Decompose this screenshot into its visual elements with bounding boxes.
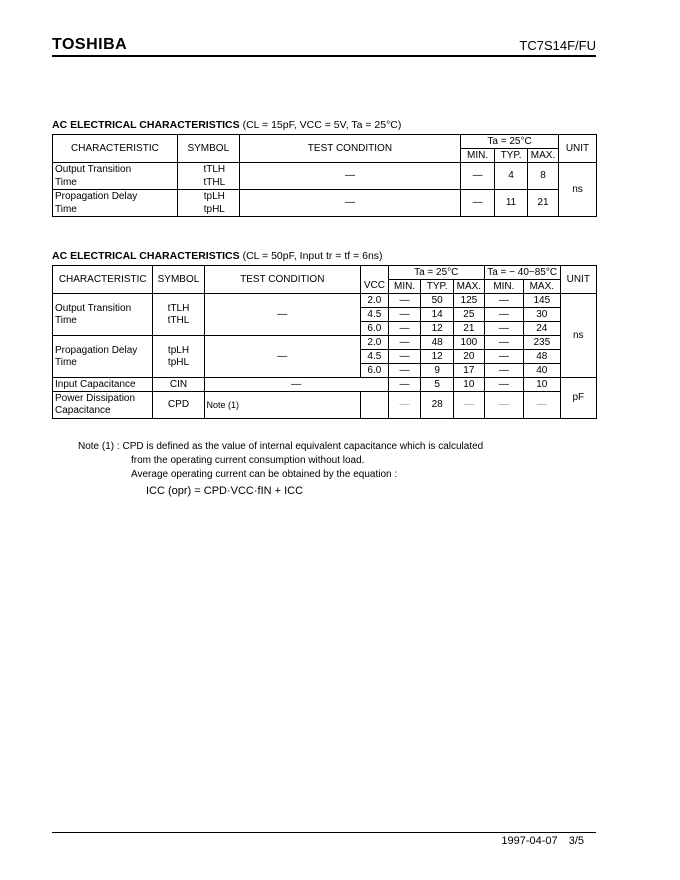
note-block: [78, 440, 483, 498]
col-symbol: SYMBOL: [153, 266, 204, 294]
row-max2: 30: [524, 308, 561, 322]
row-min: —: [388, 322, 421, 336]
brand-logo: TOSHIBA: [52, 36, 128, 53]
col-min: MIN.: [461, 149, 495, 163]
row-char: Output Transition: [53, 163, 178, 177]
row-symbol: tpLH: [177, 190, 239, 204]
row-typ: 11: [495, 190, 528, 217]
row-max: 125: [454, 294, 485, 308]
row-vcc: 4.5: [361, 308, 389, 322]
row-symbol-transition: [153, 294, 204, 336]
row-symbol: tpLH: [167, 344, 190, 356]
row-char: Capacitance: [55, 405, 111, 416]
note-line-1: [78, 440, 483, 454]
row-max2: 10: [524, 378, 561, 392]
row-max2: 24: [524, 322, 561, 336]
vcc-header-spacer: [361, 266, 389, 280]
row-max: 20: [454, 350, 485, 364]
row-char: Power Dissipation: [55, 393, 136, 404]
row-typ: 9: [421, 364, 454, 378]
row-min: —: [388, 294, 421, 308]
col-min-range: MIN.: [484, 280, 523, 294]
row-test: —: [239, 163, 460, 190]
row-max: 17: [454, 364, 485, 378]
row-char-transition: [53, 294, 153, 336]
table-row: [53, 163, 597, 177]
row-vcc: 6.0: [361, 322, 389, 336]
col-ta-range: Ta = − 40~85°C: [484, 266, 560, 280]
note-label: Note (1) :: [78, 441, 120, 452]
row-char: Time: [53, 176, 178, 190]
row-typ: 28: [421, 392, 454, 419]
row-max2: 48: [524, 350, 561, 364]
row-max2: —: [524, 392, 561, 419]
row-symbol: tpHL: [167, 356, 190, 368]
row-min2: —: [484, 350, 523, 364]
col-ta-25: Ta = 25°C: [388, 266, 484, 280]
col-ta: Ta = 25°C: [461, 135, 559, 149]
table-row: [53, 336, 597, 350]
row-char: Time: [53, 203, 178, 217]
col-max: MAX.: [454, 280, 485, 294]
col-unit: UNIT: [560, 266, 596, 294]
row-typ: 12: [421, 322, 454, 336]
row-max: 8: [528, 163, 559, 190]
row-min: —: [388, 364, 421, 378]
row-min2: —: [484, 294, 523, 308]
row-vcc: [361, 392, 389, 419]
row-min2: —: [484, 322, 523, 336]
footer-date: 1997-04-07: [501, 835, 558, 847]
table2-title: AC ELECTRICAL CHARACTERISTICS: [52, 250, 240, 262]
ac-table-2: [52, 265, 597, 419]
row-symbol-propagation: [153, 336, 204, 378]
row-symbol: CIN: [153, 378, 204, 392]
row-test: —: [204, 378, 388, 392]
header-rule: [52, 55, 596, 57]
row-char: Propagation Delay: [53, 190, 178, 204]
row-max2: 235: [524, 336, 561, 350]
note-text: CPD is defined as the value of internal equivalent capacitance which is calculated: [122, 441, 484, 452]
row-symbol: tpHL: [177, 203, 239, 217]
col-test-condition: TEST CONDITION: [204, 266, 361, 294]
row-symbol: tTLH: [177, 163, 239, 177]
row-typ: 14: [421, 308, 454, 322]
footer: [501, 835, 584, 847]
row-max: 21: [528, 190, 559, 217]
row-unit-pf: pF: [560, 378, 596, 419]
row-typ: 4: [495, 163, 528, 190]
row-unit: ns: [559, 163, 597, 217]
row-max: 21: [454, 322, 485, 336]
row-typ: 5: [421, 378, 454, 392]
col-symbol: SYMBOL: [177, 135, 239, 163]
row-char: Time: [55, 314, 77, 326]
table-row: [53, 190, 597, 204]
row-symbol: tTLH: [167, 302, 190, 314]
row-min: —: [461, 190, 495, 217]
col-typ: TYP.: [421, 280, 454, 294]
row-min2: —: [484, 364, 523, 378]
row-min2: —: [484, 392, 523, 419]
row-max: —: [454, 392, 485, 419]
row-test: —: [239, 190, 460, 217]
col-max: MAX.: [528, 149, 559, 163]
row-min: —: [461, 163, 495, 190]
table1-conditions: (CL = 15pF, VCC = 5V, Ta = 25°C): [242, 119, 402, 131]
row-unit-ns: ns: [560, 294, 596, 378]
col-characteristic: CHARACTERISTIC: [53, 135, 178, 163]
row-min: —: [388, 378, 421, 392]
note-equation: ICC (opr) = CPD·VCC·fIN + ICC: [146, 485, 304, 497]
table1-title-line: [52, 119, 401, 131]
row-vcc: 2.0: [361, 294, 389, 308]
ac-table-1: [52, 134, 597, 217]
table-row: [53, 294, 597, 308]
col-min: MIN.: [388, 280, 421, 294]
part-number: TC7S14F/FU: [519, 38, 596, 53]
row-char: Input Capacitance: [53, 378, 153, 392]
table2-title-line: [52, 250, 383, 262]
col-test-condition: TEST CONDITION: [239, 135, 460, 163]
col-characteristic: CHARACTERISTIC: [53, 266, 153, 294]
row-max: 25: [454, 308, 485, 322]
row-symbol: tTHL: [177, 176, 239, 190]
row-vcc: 2.0: [361, 336, 389, 350]
row-min2: —: [484, 336, 523, 350]
row-char: Output Transition: [55, 302, 132, 314]
row-char-propagation: [53, 336, 153, 378]
note-text: from the operating current consumption without load.: [131, 455, 365, 466]
row-typ: 50: [421, 294, 454, 308]
row-max2: 145: [524, 294, 561, 308]
table1-title: AC ELECTRICAL CHARACTERISTICS: [52, 119, 240, 131]
row-test: —: [204, 336, 361, 378]
row-vcc: 6.0: [361, 364, 389, 378]
footer-page: 3/5: [568, 835, 584, 847]
row-typ: 12: [421, 350, 454, 364]
row-char: Time: [55, 356, 77, 368]
note-text: Average operating current can be obtained by the equation :: [131, 469, 398, 480]
table2-conditions: (CL = 50pF, Input tr = tf = 6ns): [242, 250, 383, 262]
col-typ: TYP.: [495, 149, 528, 163]
row-char-power: [53, 392, 153, 419]
row-min: —: [388, 336, 421, 350]
row-test: Note (1): [204, 392, 361, 419]
row-symbol: tTHL: [167, 314, 190, 326]
row-typ: 48: [421, 336, 454, 350]
row-min2: —: [484, 378, 523, 392]
row-max: 100: [454, 336, 485, 350]
col-vcc: VCC: [361, 280, 389, 294]
table-row: [53, 378, 597, 392]
row-min: —: [388, 392, 421, 419]
col-unit: UNIT: [559, 135, 597, 163]
row-min: —: [388, 350, 421, 364]
row-vcc: 4.5: [361, 350, 389, 364]
col-max-range: MAX.: [524, 280, 561, 294]
table-row: [53, 392, 597, 419]
row-char: Propagation Delay: [55, 344, 138, 356]
row-min2: —: [484, 308, 523, 322]
row-max: 10: [454, 378, 485, 392]
row-max2: 40: [524, 364, 561, 378]
footer-rule: [52, 832, 596, 833]
row-test: —: [204, 294, 361, 336]
row-symbol: CPD: [153, 392, 204, 419]
row-min: —: [388, 308, 421, 322]
